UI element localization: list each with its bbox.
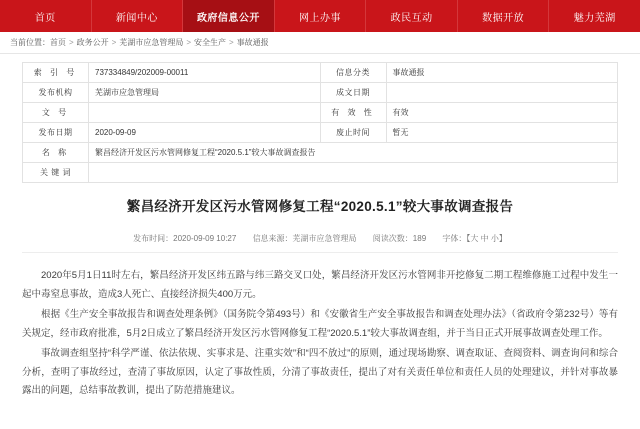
breadcrumb [0,32,640,54]
publish-time: 发布时间：2020-09-09 10:27 [133,234,237,244]
metadata-value-publisher: 芜湖市应急管理局 [89,83,321,103]
breadcrumb-item-home[interactable]: 首页 [50,38,66,47]
metadata-label-keywords: 关 键 词 [23,163,89,183]
metadata-value-publish-date: 2020-09-09 [89,123,321,143]
breadcrumb-separator: > [69,38,74,47]
table-row [23,163,618,183]
nav-item-home[interactable] [0,0,92,32]
article-body [22,267,618,401]
metadata-value-draft-date [386,83,618,103]
metadata-value-abolish-time: 暂无 [386,123,618,143]
metadata-label-validity: 有 效 性 [320,103,386,123]
table-row [23,123,618,143]
nav-item-online-service[interactable] [275,0,367,32]
nav-item-label: 首页 [34,12,56,24]
document-metadata-table [22,62,618,183]
main-navigation [0,0,640,32]
article-paragraph: 2020年5月1日11时左右，繁昌经济开发区纬五路与纬三路交叉口处，繁昌经济开发区污水管网非开挖修复二期工程维修施工过程中发生一起中毒窒息事故，造成3人死亡、直接经济损失400万元。 [22,270,618,300]
metadata-label-index-number: 索 引 号 [23,63,89,83]
nav-item-label: 网上办事 [299,12,342,24]
metadata-label-publisher: 发布机构 [23,83,89,103]
metadata-value-document-number [89,103,321,123]
view-count: 阅读次数：189 [372,234,427,244]
breadcrumb-prefix: 当前位置： [10,38,50,47]
table-row [23,143,618,163]
page-title: 繁昌经济开发区污水管网修复工程“2020.5.1”较大事故调查报告 [126,199,514,214]
breadcrumb-separator: > [229,38,234,47]
metadata-value-validity: 有效 [386,103,618,123]
article-section [0,183,640,401]
nav-item-gov-info-disclosure[interactable] [183,0,275,32]
nav-item-open-data[interactable] [458,0,550,32]
metadata-value-name: 繁昌经济开发区污水管网修复工程“2020.5.1”较大事故调查报告 [89,143,618,163]
document-metadata-section [0,54,640,183]
nav-item-label: 政府信息公开 [196,12,260,24]
font-size-selector[interactable] [442,234,506,243]
table-row [23,63,618,83]
metadata-label-abolish-time: 废止时间 [320,123,386,143]
metadata-label-publish-date: 发布日期 [23,123,89,143]
nav-item-label: 魅力芜湖 [573,12,616,24]
table-row [23,103,618,123]
font-size-label[interactable]: 字体：【大 中 小】 [442,234,507,244]
metadata-label-info-category: 信息分类 [320,63,386,83]
breadcrumb-item-accident-report[interactable]: 事故通报 [236,38,269,47]
metadata-label-document-number: 文 号 [23,103,89,123]
nav-item-label: 数据开放 [482,12,525,24]
breadcrumb-item-emergency-bureau[interactable]: 芜湖市应急管理局 [119,38,184,47]
metadata-label-draft-date: 成文日期 [320,83,386,103]
nav-item-charming-wuhu[interactable] [549,0,640,32]
nav-item-interaction[interactable] [366,0,458,32]
metadata-value-index-number: 737334849/202009-00011 [89,63,321,83]
nav-item-label: 政民互动 [390,12,433,24]
breadcrumb-separator: > [186,38,192,47]
table-row [23,83,618,103]
nav-item-label: 新闻中心 [115,12,158,24]
breadcrumb-item-work-safety[interactable]: 安全生产 [194,38,227,47]
breadcrumb-item-gov-affairs[interactable]: 政务公开 [76,38,109,47]
metadata-label-name: 名 称 [23,143,89,163]
breadcrumb-separator: > [111,38,117,47]
metadata-value-info-category: 事故通报 [386,63,618,83]
article-meta-line [22,233,618,253]
metadata-value-keywords [89,163,618,183]
article-paragraph: 事故调查组坚持“科学严谨、依法依规、实事求是、注重实效”和“四不放过”的原则，通过现场勘察、调查取证、查阅资料、调查询问和综合分析，查明了事故经过，查清了事故原因，认定了事故性质，分清了事故责任，提出了对有关责任单位和责任人员的处理建议，并针对事故暴露出的问题，总结事故教训，提出了防范措施建议。 [22,348,618,397]
info-source: 信息来源：芜湖市应急管理局 [252,234,357,244]
article-paragraph: 根据《生产安全事故报告和调查处理条例》（国务院令第493号）和《安徽省生产安全事故报告和调查处理办法》（省政府令第232号）等有关规定，经市政府批准，5月2日成立了繁昌经济开发区污水管网修复工程“2020.5.1”较大事故调查组，并于当日正式开展事故调查处理工作。 [22,309,618,339]
nav-item-news[interactable] [92,0,184,32]
